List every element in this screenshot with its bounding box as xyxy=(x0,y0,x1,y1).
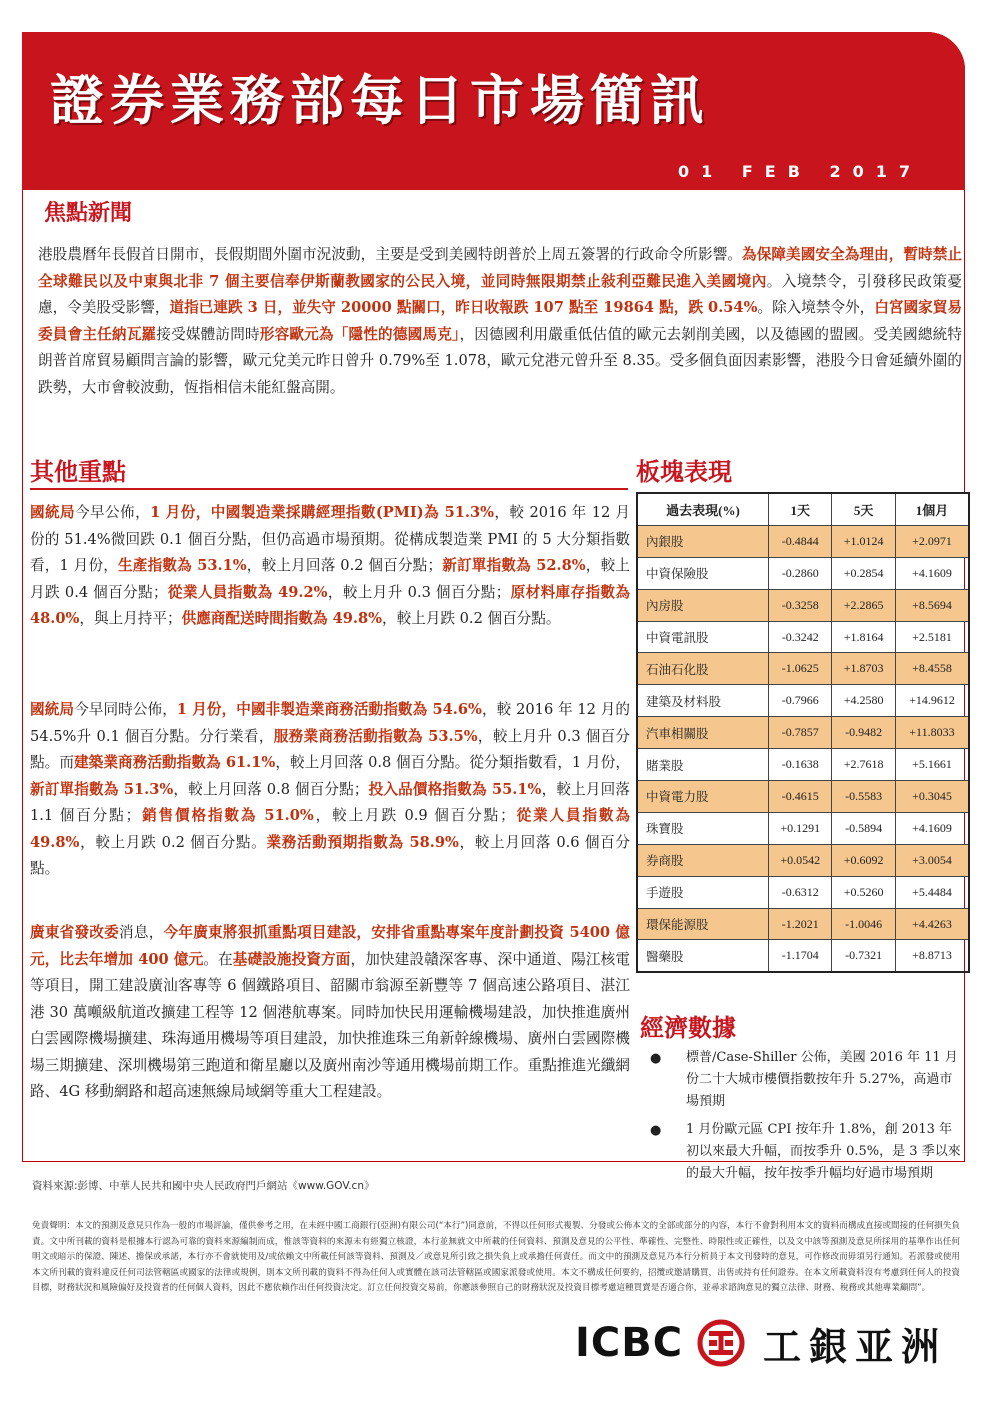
body-text: ，較上月回落 0.2 個百分點； xyxy=(246,557,443,574)
list-item xyxy=(646,1119,962,1185)
sector-name-cell: 內房股 xyxy=(637,589,769,621)
others-paragraph-3 xyxy=(30,920,630,1106)
sector-name-cell: 手遊股 xyxy=(637,876,769,908)
body-text: ，較上月跌 0.2 個百分點。 xyxy=(382,610,561,627)
table-row xyxy=(637,812,969,844)
change-5d-cell: -0.5894 xyxy=(832,812,895,844)
change-1m-cell: +3.0054 xyxy=(895,844,969,876)
change-5d-cell: +1.8703 xyxy=(832,653,895,685)
economy-list xyxy=(646,1047,962,1191)
economy-heading: 經濟數據 xyxy=(640,1014,736,1042)
change-1d-cell: -0.3258 xyxy=(769,589,832,621)
highlight-text: 生產指數為 53.1% xyxy=(118,557,247,574)
change-1m-cell: +8.8713 xyxy=(895,940,969,972)
bullet-icon: ● xyxy=(650,1123,662,1138)
table-row xyxy=(637,749,969,781)
change-1m-cell: +14.9612 xyxy=(895,685,969,717)
change-1d-cell: -0.6312 xyxy=(769,876,832,908)
highlight-text: 1 月份，中國製造業採購經理指數(PMI)為 51.3% xyxy=(150,504,494,521)
body-text: 消息， xyxy=(119,924,164,941)
body-text: ，較上月跌 0.4 個百分點； xyxy=(30,557,630,601)
change-5d-cell: +2.2865 xyxy=(832,589,895,621)
table-row xyxy=(637,653,969,685)
body-text: ，較上月跌 0.9 個百分點； xyxy=(313,807,515,824)
change-1d-cell: -1.0625 xyxy=(769,653,832,685)
body-text: 。入境禁令，引發移民政策憂慮，令美股受影響， xyxy=(38,272,962,316)
highlight-text: 銷售價格指數為 51.0% xyxy=(140,807,314,824)
economy-item-text: 標普/Case-Shiller 公佈，美國 2016 年 11 月份二十大城市樓價指數按年升 5.27%，高過市場預期 xyxy=(686,1050,958,1109)
change-5d-cell: +4.2580 xyxy=(832,685,895,717)
change-1d-cell: +0.0542 xyxy=(769,844,832,876)
change-5d-cell: +0.6092 xyxy=(832,844,895,876)
highlight-text: 建築業商務活動指數為 61.1% xyxy=(74,754,276,771)
change-5d-cell: +2.7618 xyxy=(832,749,895,781)
change-5d-cell: +1.0124 xyxy=(832,525,895,557)
sector-name-cell: 珠寶股 xyxy=(637,812,769,844)
change-1m-cell: +4.1609 xyxy=(895,557,969,589)
table-row xyxy=(637,589,969,621)
body-text: ，較 2016 年 12 月份的 51.4%微回跌 0.1 個百分點，但仍高過市場預期。從構成製造業 PMI 的 5 大分類指數看，1 月份， xyxy=(30,504,630,574)
change-1m-cell: +4.4263 xyxy=(895,908,969,940)
change-1m-cell: +0.3045 xyxy=(895,781,969,813)
sector-heading: 板塊表現 xyxy=(636,458,732,486)
change-5d-cell: +0.5260 xyxy=(832,876,895,908)
logo-cn: 工銀亚洲 xyxy=(763,1324,948,1369)
body-text: 今早公佈， xyxy=(75,504,151,521)
highlight-text: 業務活動預期指數為 58.9% xyxy=(266,833,459,851)
sector-name-cell: 內銀股 xyxy=(637,525,769,557)
change-5d-cell: +0.2854 xyxy=(832,557,895,589)
table-row xyxy=(637,685,969,717)
column-header: 1個月 xyxy=(895,493,969,525)
highlight-text: 白宮國家貿易委員會主任納瓦羅 xyxy=(38,299,962,343)
body-text: ，較上月跌 0.2 個百分點。 xyxy=(79,833,267,851)
sector-name-cell: 賭業股 xyxy=(637,749,769,781)
body-text: ，較上月升 0.3 個百分點； xyxy=(327,583,511,601)
highlight-text: 從業人員指數為 49.8% xyxy=(30,807,630,851)
highlight-text: 形容歐元為「隱性的德國馬克」 xyxy=(259,325,460,343)
body-text: ，較上月回落 0.8 個百分點； xyxy=(173,780,369,798)
focus-heading: 焦點新聞 xyxy=(44,201,133,226)
body-text: ，較上月回落 0.8 個百分點。從分類指數看，1 月份， xyxy=(275,754,630,771)
change-1m-cell: +8.4558 xyxy=(895,653,969,685)
bullet-icon: ● xyxy=(650,1051,662,1066)
highlight-text: 新訂單指數為 52.8% xyxy=(442,557,586,574)
logo-en: ICBC xyxy=(575,1320,684,1366)
table-row xyxy=(637,525,969,557)
change-1d-cell: -1.1704 xyxy=(769,940,832,972)
body-text: ，因德國利用嚴重低估值的歐元去剝削美國，以及德國的盟國。受美國總統特朗普首席貿易顧問言論的影響，歐元兌美元昨日曾升 0.79%至 1.078，歐元兌港元曾升至 8.35。受多個負面因素影響，港股今日會延續外圍的跌勢，大市會較波動，恆指相信未能紅盤高開。 xyxy=(38,325,962,396)
highlight-text: 道指已連跌 3 日，並失守 20000 點關口，昨日收報跌 107 點至 19864 點，跌 0.54% xyxy=(169,299,758,316)
highlight-text: 今年廣東將狠抓重點項目建設，安排省重點專案年度計劃投資 5400 億元，比去年增加 400 億元 xyxy=(30,924,630,968)
change-1d-cell: -0.4844 xyxy=(769,525,832,557)
icbc-logo xyxy=(575,1318,947,1368)
change-5d-cell: -0.7321 xyxy=(832,940,895,972)
report-date: 01 FEB 2017 xyxy=(678,162,922,181)
body-text: 今早同時公佈， xyxy=(74,701,177,718)
sector-name-cell: 醫藥股 xyxy=(637,940,769,972)
table-row xyxy=(637,621,969,653)
body-text: ，較 2016 年 12 月的 54.5%升 0.1 個百分點。分行業看， xyxy=(30,701,630,745)
icbc-emblem-icon xyxy=(693,1318,749,1368)
change-5d-cell: -0.5583 xyxy=(832,781,895,813)
change-5d-cell: +1.8164 xyxy=(832,621,895,653)
sector-name-cell: 中資電訊股 xyxy=(637,621,769,653)
sector-name-cell: 汽車相關股 xyxy=(637,717,769,749)
table-row xyxy=(637,876,969,908)
table-row xyxy=(637,908,969,940)
table-row xyxy=(637,940,969,972)
highlight-text: 基礎設施投資方面 xyxy=(232,950,351,968)
change-1d-cell: -0.7857 xyxy=(769,717,832,749)
focus-paragraph xyxy=(38,242,962,401)
table-header-row xyxy=(637,493,969,525)
highlight-text: 新訂單指數為 51.3% xyxy=(30,780,174,798)
table-row xyxy=(637,557,969,589)
table-row xyxy=(637,781,969,813)
source-note: 資料來源:彭博、中華人民共和國中央人民政府門戶網站《www.GOV.cn》 xyxy=(32,1180,375,1192)
column-header: 過去表現(%) xyxy=(637,493,769,525)
body-text: 接受媒體訪問時 xyxy=(156,325,260,343)
body-text: ，較上月回落 1.1 個百分點； xyxy=(30,780,630,824)
highlight-text: 1 月份，中國非製造業商務活動指數為 54.6% xyxy=(176,701,482,718)
sector-name-cell: 券商股 xyxy=(637,844,769,876)
sector-name-cell: 建築及材料股 xyxy=(637,685,769,717)
change-1d-cell: -0.7966 xyxy=(769,685,832,717)
change-1d-cell: -0.2860 xyxy=(769,557,832,589)
others-underline xyxy=(30,488,628,490)
highlight-text: 為保障美國安全為理由，暫時禁止全球難民以及中東與北非 7 個主要信奉伊斯蘭教國家的公民入境，並同時無限期禁止敍利亞難民進入美國境內 xyxy=(38,246,962,290)
highlight-text: 原材料庫存指數為 48.0% xyxy=(30,583,630,627)
body-text: 。除入境禁令外， xyxy=(757,299,875,316)
body-text: 港股農曆年長假首日開市，長假期間外圍市況波動，主要是受到美國特朗普於上周五簽署的行政命令所影響。 xyxy=(38,246,743,263)
body-text: ，較上月回落 0.6 個百分點。 xyxy=(30,833,630,877)
body-text: ，與上月持平； xyxy=(79,610,182,627)
change-1m-cell: +2.5181 xyxy=(895,621,969,653)
highlight-text: 服務業商務活動指數為 53.5% xyxy=(273,727,478,745)
sector-name-cell: 環保能源股 xyxy=(637,908,769,940)
highlight-text: 國統局 xyxy=(30,504,76,521)
body-text: 。在 xyxy=(203,950,233,968)
highlight-text: 從業人員指數為 49.2% xyxy=(167,583,328,601)
list-item xyxy=(646,1047,962,1113)
body-text: ，加快建設贛深客專、深中通道、陽江核電等項目，開工建設廣汕客專等 6 個鐵路項目、韶關市翁源至新豐等 7 個高速公路項目、湛江港 30 萬噸級航道改擴建工程等 12 個港航專案。同時加快民用運輸機場建設，加快推進廣州白雲國際機場擴建、珠海通用機場等項目建設，加快推進珠三角新幹線機場、廣州白雲國際機場三期擴建、深圳機場第三跑道和衛星廳以及廣州南沙等通用機場前期工作。重點推進光纖網路、4G 移動網路和超高速無線局域網等重大工程建設。 xyxy=(30,950,630,1100)
change-1m-cell: +5.4484 xyxy=(895,876,969,908)
change-1d-cell: +0.1291 xyxy=(769,812,832,844)
page-title: 證券業務部每日市場簡訊 xyxy=(50,69,710,132)
sector-name-cell: 石油石化股 xyxy=(637,653,769,685)
economy-item-text: 1 月份歐元區 CPI 按年升 1.8%，創 2013 年初以來最大升幅，而按季升 0.5%，是 3 季以來的最大升幅，按年按季升幅均好過市場預期 xyxy=(686,1122,961,1181)
others-heading: 其他重點 xyxy=(30,458,126,486)
column-header: 5天 xyxy=(832,493,895,525)
change-1m-cell: +11.8033 xyxy=(895,717,969,749)
highlight-text: 廣東省發改委 xyxy=(30,924,120,941)
others-paragraph-1 xyxy=(30,500,630,633)
change-1d-cell: -1.2021 xyxy=(769,908,832,940)
change-1d-cell: -0.3242 xyxy=(769,621,832,653)
table-row xyxy=(637,844,969,876)
change-1m-cell: +4.1609 xyxy=(895,812,969,844)
sector-name-cell: 中資保險股 xyxy=(637,557,769,589)
disclaimer: 免責聲明：本文的預測及意見只作為一般的市場評論，僅供參考之用，在未經中國工商銀行(亞洲)有限公司(“本行”)同意前，不得以任何形式複製、分發或公佈本文的全部或部分的內容，本行不會對利用本文的資料而構成直接或間接的任何損失負責。文中所刊載的資料是根據本行認為可靠的資料來源編制而成，惟該等資料的來源未有經獨立核證，本行並無就文中所載的任何資料、預測及意見的公平性、準確性、完整性、時限性或正確性，以及文中該等預測及意見所採用的基準作出任何明文或暗示的保證、陳述、擔保或承諾，本行亦不會就使用及/或依賴文中所載任何該等資料、預測及／或意見所引致之損失負上或承擔任何責任。而文中的預測及意見乃本行分析員于本文刊發時的意見，可作修改而毋須另行通知。若派發或使用本文所刊載的資料違反任何司法管轄區或國家的法律或規例，則本文所刊載的資料不得為任何人或實體在該司法管轄區或國家派發或使用。本文不構成任何要約，招攬或邀請購買，出售或持有任何證券。在本文所載資料沒有考慮到任何人的投資目標，財務狀況和風險偏好及投資者的任何個人資料，因此不應依賴作出任何投資決定。訂立任何投資交易前，你應該參照自己的財務狀況及投資目標考慮這種買賣是否適合你，並尋求諮詢意見的獨立法律、財務、稅務或其他專業顧問”。 xyxy=(32,1221,960,1293)
body-text: ，較上月升 0.3 個百分點。而 xyxy=(30,727,630,771)
sector-name-cell: 中資電力股 xyxy=(637,781,769,813)
change-5d-cell: -1.0046 xyxy=(832,908,895,940)
change-1m-cell: +5.1661 xyxy=(895,749,969,781)
table-row xyxy=(637,717,969,749)
change-1d-cell: -0.1638 xyxy=(769,749,832,781)
change-1m-cell: +2.0971 xyxy=(895,525,969,557)
change-5d-cell: -0.9482 xyxy=(832,717,895,749)
highlight-text: 投入品價格指數為 55.1% xyxy=(368,780,542,798)
others-paragraph-2 xyxy=(30,697,630,883)
highlight-text: 國統局 xyxy=(30,701,75,718)
column-header: 1天 xyxy=(769,493,832,525)
sector-performance-table xyxy=(636,492,970,973)
highlight-text: 供應商配送時間指數為 49.8% xyxy=(181,610,383,627)
change-1m-cell: +8.5694 xyxy=(895,589,969,621)
change-1d-cell: -0.4615 xyxy=(769,781,832,813)
